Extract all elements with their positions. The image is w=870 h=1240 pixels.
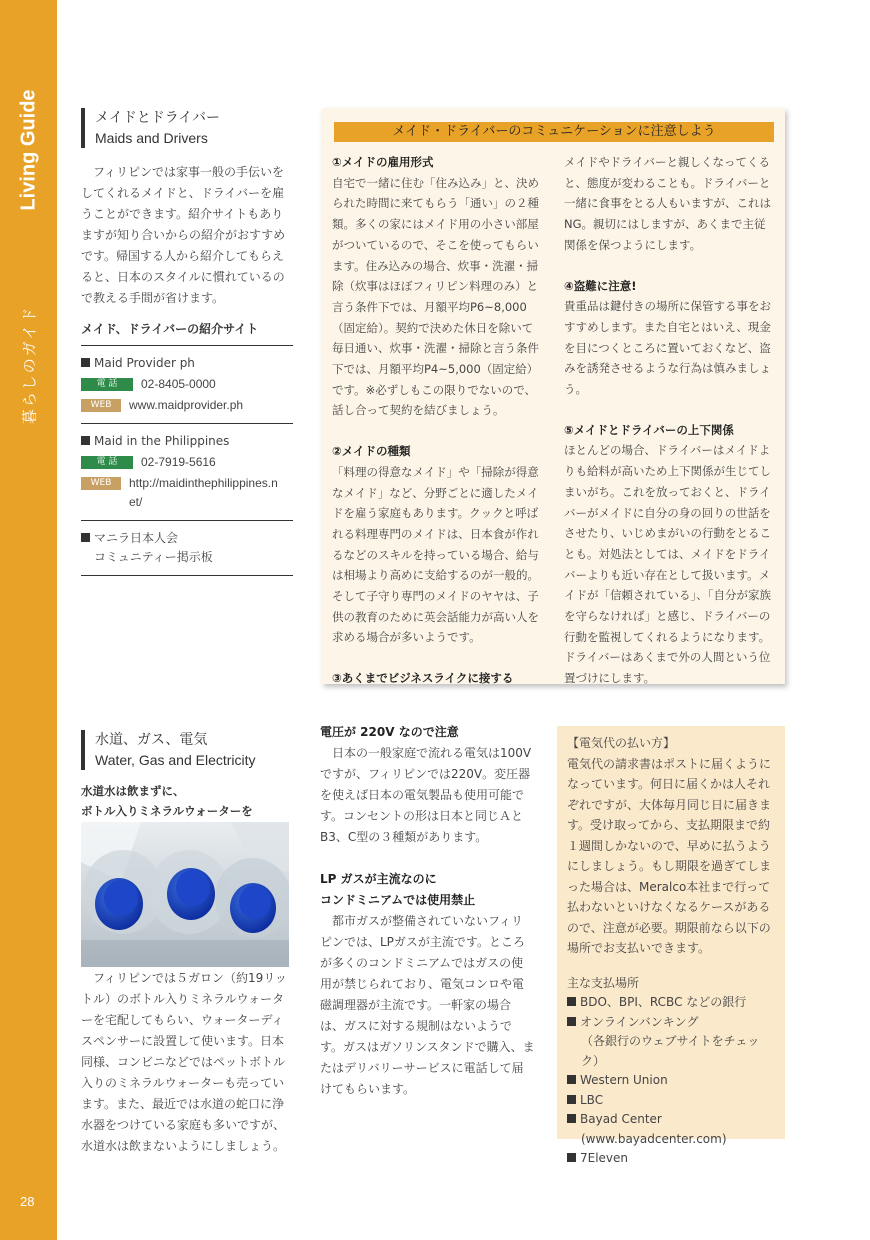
notice-title: メイド・ドライバーのコミュニケーションに注意しよう <box>334 122 774 142</box>
water-subheading: 水道水は飲まずに、 ボトル入りミネラルウォーターを <box>81 784 253 818</box>
notice-s5-text: ほとんどの場合、ドライバーはメイドよりも給料が高いため上下関係が生じてしまいがち。これを放っておくと、ドライバーがメイドに自分の身の回りの世話をさせたり、いじめまがいの行動をとることも。対処法としては、メイドをドライバーよりも近い存在として扱います。メイドが「信頼されている」、「自分が家族を守らなければ」と感じ、ドライバーの行動を監視してくれるようになります。ドライバーはあくまで外の人間という位置づけにします。 <box>564 443 771 686</box>
maids-heading-jp: メイドとドライバー <box>95 110 221 126</box>
places-list <box>567 993 775 1169</box>
site-web-link[interactable]: www.maidprovider.ph <box>129 398 244 412</box>
notice-column-left <box>332 152 542 689</box>
notice-s3-text: メイドやドライバーと親しくなってくると、態度が変わることも。ドライバーと一緒に食事をとる人もいますが、これはNG。親切にはしますが、あくまで主従関係を保つようにします。 <box>564 155 771 252</box>
site-name: Maid in the Philippines <box>94 434 230 448</box>
water-heading-jp: 水道、ガス、電気 <box>95 732 208 748</box>
notice-s1-title: ①メイドの雇用形式 <box>332 155 434 169</box>
list-item: BDO、BPI、RCBC などの銀行 <box>567 993 775 1013</box>
water-heading <box>81 730 256 770</box>
site-name: Maid Provider ph <box>94 356 195 370</box>
notice-s5-title: ⑤メイドとドライバーの上下関係 <box>564 422 734 437</box>
water-body: フィリピンでは５ガロン（約19リットル）のボトル入りミネラルウォーターを宅配してもらい、ウォーターディスペンサーに設置して使います。日本同様、コンビニなどではペットボトル入りのミネラルウォーターも売っています。また、最近では水道の蛇口に浄水器をつけている家庭も多いですが、水道水は飲まないようにしましょう。 <box>81 971 287 1153</box>
square-bullet-icon <box>81 533 90 542</box>
board-desc: コミュニティー掲示板 <box>94 550 213 564</box>
phone-label-icon: 電 話 <box>81 378 133 391</box>
payment-box <box>557 726 785 1165</box>
payment-title: 【電気代の払い方】 <box>567 736 676 750</box>
web-label-icon: WEB <box>81 399 121 412</box>
sidebar-title-jp: 暮らしのガイド <box>20 305 39 425</box>
maids-heading-en: Maids and Drivers <box>95 130 208 146</box>
site-tel-link[interactable]: 02-8405-0000 <box>141 377 216 391</box>
square-bullet-icon <box>567 1017 576 1026</box>
water-bottles-photo <box>81 822 289 967</box>
sites-title: メイド、ドライバーの紹介サイト <box>81 322 259 336</box>
site-web-link[interactable]: http://maidinthephilippines.net/ <box>129 476 278 509</box>
sidebar-title-en: Living Guide <box>17 89 40 211</box>
site-item <box>81 423 293 520</box>
maids-heading <box>81 108 220 148</box>
square-bullet-icon <box>81 436 90 445</box>
notice-s4-title: ④盗難に注意! <box>564 278 637 293</box>
notice-box <box>322 108 785 684</box>
power-gas-column <box>320 722 535 1100</box>
square-bullet-icon <box>567 997 576 1006</box>
phone-label-icon: 電 話 <box>81 456 133 469</box>
list-item: オンラインバンキング （各銀行のウェブサイトをチェック） <box>567 1013 775 1072</box>
community-board <box>81 520 293 576</box>
gas-title-line1: LP ガスが主流なのに <box>320 872 437 886</box>
notice-s3-title: ③あくまでビジネスライクに接する <box>332 671 514 686</box>
web-label-icon: WEB <box>81 477 121 490</box>
board-name: マニラ日本人会 <box>94 531 179 545</box>
power-text: 日本の一般家庭で流れる電気は100Vですが、フィリピンでは220V。変圧器を使えば日本の電気製品も使用可能です。コンセントの形は日本と同じＡとB3、C型の３種類があります。 <box>320 746 532 844</box>
sidebar <box>0 0 57 1240</box>
places-title: 主な支払場所 <box>567 975 640 990</box>
notice-s4-text: 貴重品は鍵付きの場所に保管する事をおすすめします。また自宅とはいえ、現金を目につくところに置いておくなど、盗みを誘発させるような行為は慎みましょう。 <box>564 299 771 397</box>
square-bullet-icon <box>567 1095 576 1104</box>
square-bullet-icon <box>567 1075 576 1084</box>
bayad-link[interactable]: (www.bayadcenter.com) <box>581 1131 727 1146</box>
notice-s1-text: 自宅で一緒に住む「住み込み」と、決められた時間に来てもらう「通い」の２種類。多くの家にはメイド用の小さい部屋がついているので、そこを使ってもらいます。住み込みの場合、炊事・洗濯・掃除（炊事はほぼフィリピン料理のみ）と言う条件下では、月額平均P6~8,000（固定給）。契約で決めた休日を除いて毎日通い、炊事・洗濯・掃除と言う条件下では、月額平均P4~5,000（固定給）です。※必ずしもこの限りでないので、話し合って契約を結びましょう。 <box>332 175 539 418</box>
list-item: Bayad Center (www.bayadcenter.com) <box>567 1110 775 1149</box>
payment-text: 電気代の請求書はポストに届くようになっています。何日に届くかは人それぞれですが、大体毎月同じ日に届きます。受け取ってから、支払期限まで約１週間しかないので、早めに払うようにしましょう。もし期限を過ぎてしまった場合は、Meralco本社まで行って払わないといけなくなるケースがあるので、注意が必要。期限前なら以下の場所でお支払いできます。 <box>567 756 772 955</box>
water-heading-en: Water, Gas and Electricity <box>95 752 256 768</box>
gas-title-line2: コンドミニアムでは使用禁止 <box>320 893 476 907</box>
square-bullet-icon <box>81 358 90 367</box>
site-tel-link[interactable]: 02-7919-5616 <box>141 455 216 469</box>
list-item: Western Union <box>567 1071 775 1091</box>
square-bullet-icon <box>567 1153 576 1162</box>
list-item: LBC <box>567 1091 775 1111</box>
maids-intro: フィリピンでは家事一般の手伝いをしてくれるメイドと、ドライバーを雇うことができます。紹介サイトもありますが知り合いからの紹介がおすすめです。帰国する人から紹介してもらえると、日本のスタイルに慣れているので教える手間が省けます。 <box>81 165 286 305</box>
site-list <box>81 345 293 576</box>
gas-text: 都市ガスが整備されていないフィリピンでは、LPガスが主流です。ところが多くのコンドミニアムではガスの使用が禁じられており、電気コンロや電磁調理器が主流です。一軒家の場合は、ガスに対する規制はないようです。ガスはガソリンスタンドで購入、またはデリバリーサービスに電話して届けてもらいます。 <box>320 914 535 1096</box>
notice-s2-text: 「料理の得意なメイド」や「掃除が得意なメイド」など、分野ごとに適したメイドを雇う家庭もあります。クックと呼ばれる料理専門のメイドは、日本食が作れるなどのスキルを持っている場合、給与は相場より高めに支給するのが一般的。そして子守り専門のメイドのヤヤは、子供の教育のために英会話能力が高い人を求める場合が多いようです。 <box>332 464 539 645</box>
notice-s2-title: ②メイドの種類 <box>332 444 411 459</box>
notice-column-right <box>564 152 774 709</box>
site-item <box>81 345 293 423</box>
power-title: 電圧が 220V なので注意 <box>320 725 459 739</box>
page-number: 28 <box>20 1194 35 1209</box>
square-bullet-icon <box>567 1114 576 1123</box>
list-item: 7Eleven <box>567 1149 775 1169</box>
